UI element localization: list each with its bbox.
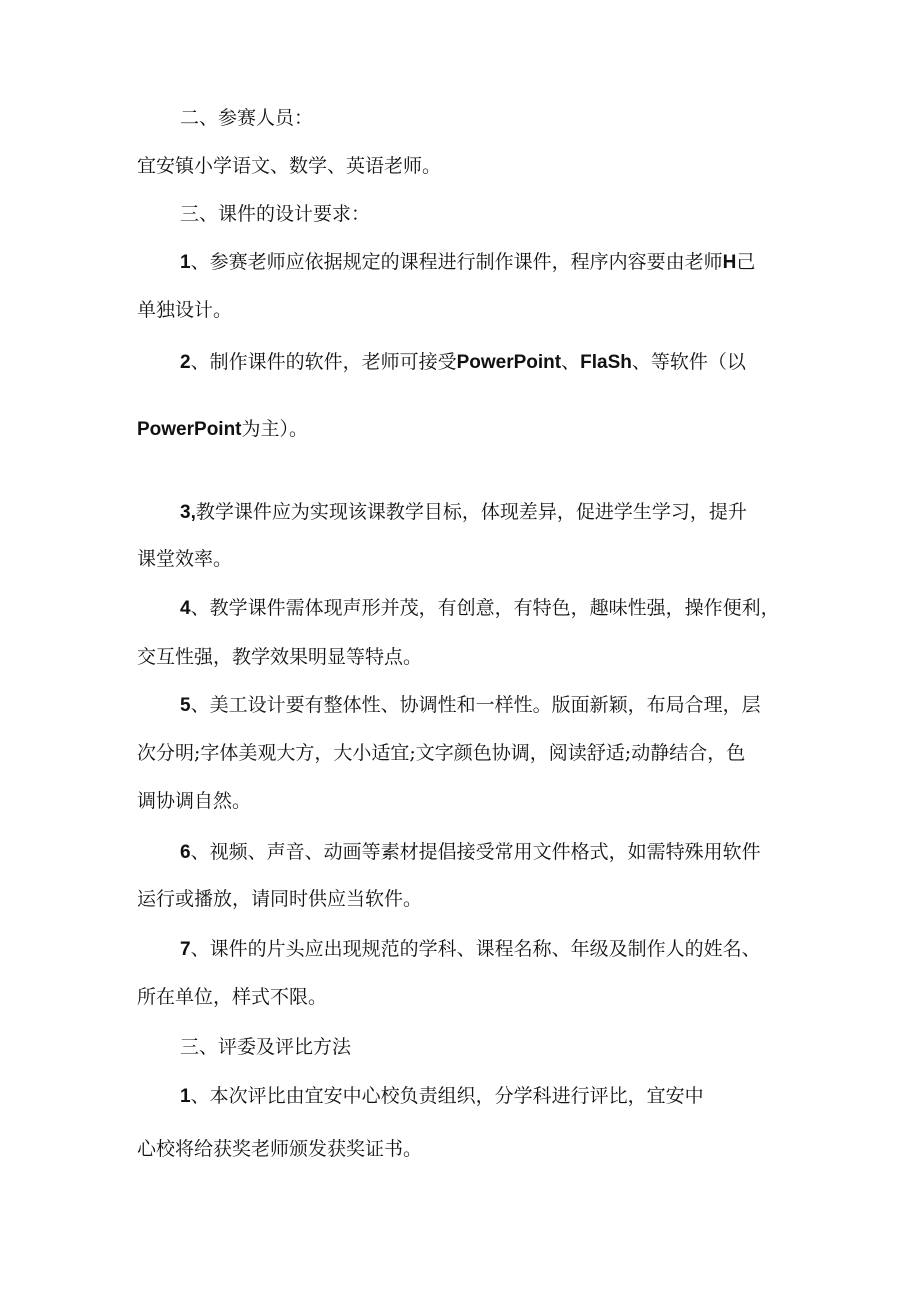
item-text-latin: PowerPoint xyxy=(456,352,562,373)
requirement-item-2-line-1 xyxy=(180,350,746,375)
item-text: 、视频、声音、动画等素材提倡接受常用文件格式，如需特殊用软件 xyxy=(190,841,761,863)
requirement-item-6-line-2: 运行或播放，请同时供应当软件。 xyxy=(137,888,423,910)
item-text: 、美工设计要有整体性、协调性和一样性。版面新颖，布局合理，层 xyxy=(190,694,761,716)
item-text: 、参赛老师应依据规定的课程进行制作课件，程序内容要由老师 xyxy=(190,251,723,273)
item-number: 1 xyxy=(180,1086,191,1107)
item-text: 、课件的片头应出现规范的学科、课程名称、年级及制作人的姓名、 xyxy=(190,938,761,960)
requirement-item-4-line-2: 交互性强，教学效果明显等特点。 xyxy=(137,646,423,668)
item-text: 、教学课件需体现声形并茂，有创意，有特色，趣味性强，操作便利， xyxy=(190,597,780,619)
item-text-latin: H xyxy=(722,252,737,273)
requirement-item-5-line-3: 调协调自然。 xyxy=(137,790,252,812)
method-item-1-line-1 xyxy=(180,1084,704,1109)
item-number: 2 xyxy=(180,352,191,373)
item-number: 6 xyxy=(180,842,191,863)
requirement-item-3-line-2: 课堂效率。 xyxy=(137,548,233,570)
item-text: 为主）。 xyxy=(241,418,309,440)
item-text: 教学课件应为实现该课教学目标，体现差异，促进学生学习，提升 xyxy=(195,501,747,523)
requirement-item-7-line-2: 所在单位，样式不限。 xyxy=(137,986,328,1008)
item-number: 3, xyxy=(180,502,196,523)
item-number: 5 xyxy=(180,695,191,716)
item-text-latin: PowerPoint xyxy=(137,419,242,440)
requirement-item-5-line-2: 次分明;字体美观大方，大小适宜;文字颜色协调，阅读舒适;动静结合，色 xyxy=(137,742,746,764)
item-text: 己 xyxy=(736,251,756,273)
item-text: 、等软件（以 xyxy=(631,351,746,373)
requirement-item-2-line-2 xyxy=(137,417,308,442)
item-text: 、 xyxy=(561,351,581,373)
item-number: 1 xyxy=(180,252,191,273)
section-heading-judges-and-methods: 三、评委及评比方法 xyxy=(180,1036,352,1058)
requirement-item-6-line-1 xyxy=(180,840,761,865)
item-text-latin: FlaSh xyxy=(580,352,632,373)
section-heading-participants: 二、参赛人员： xyxy=(180,107,314,129)
item-text: 、本次评比由宜安中心校负责组织，分学科进行评比，宜安中 xyxy=(190,1085,704,1107)
item-number: 7 xyxy=(180,939,191,960)
requirement-item-7-line-1 xyxy=(180,937,761,962)
item-text: 、制作课件的软件，老师可接受 xyxy=(190,351,457,373)
item-number: 4 xyxy=(180,598,191,619)
requirement-item-1-line-2: 单独设计。 xyxy=(137,299,233,321)
requirement-item-1-line-1 xyxy=(180,250,755,275)
section-heading-design-requirements: 三、课件的设计要求： xyxy=(180,203,371,225)
method-item-1-line-2: 心校将给获奖老师颁发获奖证书。 xyxy=(137,1138,423,1160)
requirement-item-5-line-1 xyxy=(180,693,761,718)
participants-text: 宜安镇小学语文、数学、英语老师。 xyxy=(137,155,442,177)
requirement-item-4-line-1 xyxy=(180,596,780,621)
requirement-item-3-line-1 xyxy=(180,500,747,525)
